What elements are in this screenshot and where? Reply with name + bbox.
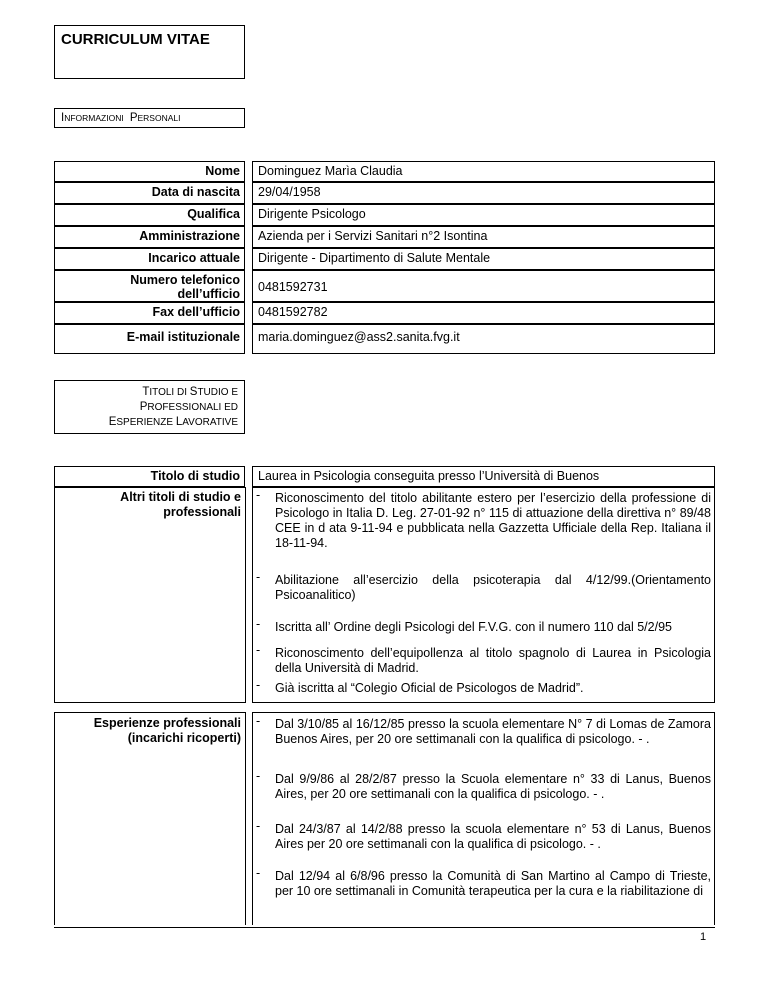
table-rule: [252, 702, 715, 703]
table-rule: [252, 487, 253, 703]
list-item-altri-3: - Iscritta all’ Ordine degli Psicologi del F.V.G. con il numero 110 dal 5/2/95: [256, 617, 672, 634]
heading-line-1: TITOLI DI STUDIO E: [142, 386, 238, 398]
list-item-esperienze-1: - Dal 3/10/85 al 16/12/85 presso la scuola elementare N° 7 di Lomas de Zamora Buenos Aires, per 20 ore settimanali con la qualifica di psicologo. - .: [256, 714, 711, 746]
table-rule: [245, 487, 246, 703]
list-item-altri-2: - Abilitazione all’esercizio della psicoterapia dal 4/12/99.(Orientamento Psicoanalitico): [256, 570, 711, 602]
value-amministrazione: Azienda per i Servizi Sanitari n°2 Isontina: [252, 226, 715, 248]
label-titolo-studio: Titolo di studio: [54, 466, 245, 487]
label-telefono: [54, 270, 245, 302]
label-esperienze: Esperienze professionali (incarichi ricoperti): [93, 716, 241, 745]
label-nome: Nome: [54, 161, 245, 182]
heading-letter: I: [61, 112, 65, 124]
footer-rule: [54, 927, 715, 928]
list-item-esperienze-3: - Dal 24/3/87 al 14/2/88 presso la scuola elementare n° 53 di Lanus, Buenos Aires per 20 ore settimanali con la qualifica di psicologo. - .: [256, 819, 711, 851]
table-rule: [252, 487, 715, 488]
table-rule: [714, 487, 715, 703]
table-rule: [252, 712, 715, 713]
label-email: E-mail istituzionale: [54, 324, 245, 354]
table-rule: [54, 712, 55, 925]
label-amministrazione: Amministrazione: [54, 226, 245, 248]
table-rule: [54, 702, 246, 703]
label-telefono-line2: dell’ufficio: [177, 287, 240, 301]
table-rule: [714, 712, 715, 925]
table-rule: [245, 712, 246, 925]
label-altri-titoli: Altri titoli di studio e professionali: [120, 490, 241, 519]
list-item-esperienze-4: - Dal 12/94 al 6/8/96 presso la Comunità di San Martino al Campo di Trieste, per 10 ore settimanali in Comunità terapeutica per la cura e la riabilitazione di: [256, 866, 711, 898]
table-rule: [54, 487, 246, 488]
table-rule: [54, 712, 246, 713]
page-number: 1: [700, 931, 707, 943]
heading-letter: P: [129, 112, 138, 124]
list-item-esperienze-2: - Dal 9/9/86 al 28/2/87 presso la Scuola elementare n° 33 di Lanus, Buenos Aires, per 20 ore settimanali con la qualifica di psicologo. - .: [256, 769, 711, 801]
value-telefono: 0481592731: [252, 270, 715, 302]
value-titolo-studio: Laurea in Psicologia conseguita presso l’Università di Buenos: [252, 466, 715, 487]
heading-text: ERSONALI: [137, 113, 181, 123]
value-incarico: Dirigente - Dipartimento di Salute Mentale: [252, 248, 715, 270]
table-rule: [252, 712, 253, 925]
label-telefono-line1: Numero telefonico: [130, 273, 240, 287]
value-email: maria.dominguez@ass2.sanita.fvg.it: [252, 324, 715, 354]
section-heading-personal-info: [54, 108, 245, 128]
label-incarico: Incarico attuale: [54, 248, 245, 270]
section-heading-studies: [54, 380, 245, 434]
label-data-nascita: Data di nascita: [54, 182, 245, 204]
list-item-altri-1: - Riconoscimento del titolo abilitante estero per l’esercizio della professione di Psicologo in Italia D. Leg. 27-01-92 n° 115 di attuazione della direttiva n° 89/48 CEE in d ata 9-11-94 e pubblicata nella Gazzetta Ufficiale della Rep. Italiana il 18-11-94.: [256, 488, 711, 550]
list-item-altri-4: - Riconoscimento dell’equipollenza al titolo spagnolo di Laurea in Psicologia della Università di Madrid.: [256, 643, 711, 675]
value-data-nascita: 29/04/1958: [252, 182, 715, 204]
heading-text: NFORMAZIONI: [64, 113, 124, 123]
label-qualifica: Qualifica: [54, 204, 245, 226]
table-rule: [54, 487, 55, 703]
label-fax: Fax dell’ufficio: [54, 302, 245, 324]
heading-line-3: ESPERIENZE LAVORATIVE: [108, 416, 238, 428]
value-fax: 0481592782: [252, 302, 715, 324]
cv-title: CURRICULUM VITAE: [54, 25, 245, 79]
heading-line-2: PROFESSIONALI ED: [139, 401, 238, 413]
value-qualifica: Dirigente Psicologo: [252, 204, 715, 226]
value-nome: Dominguez Marìa Claudia: [252, 161, 715, 182]
list-item-altri-5: - Già iscritta al “Colegio Oficial de Psicologos de Madrid”.: [256, 678, 584, 695]
